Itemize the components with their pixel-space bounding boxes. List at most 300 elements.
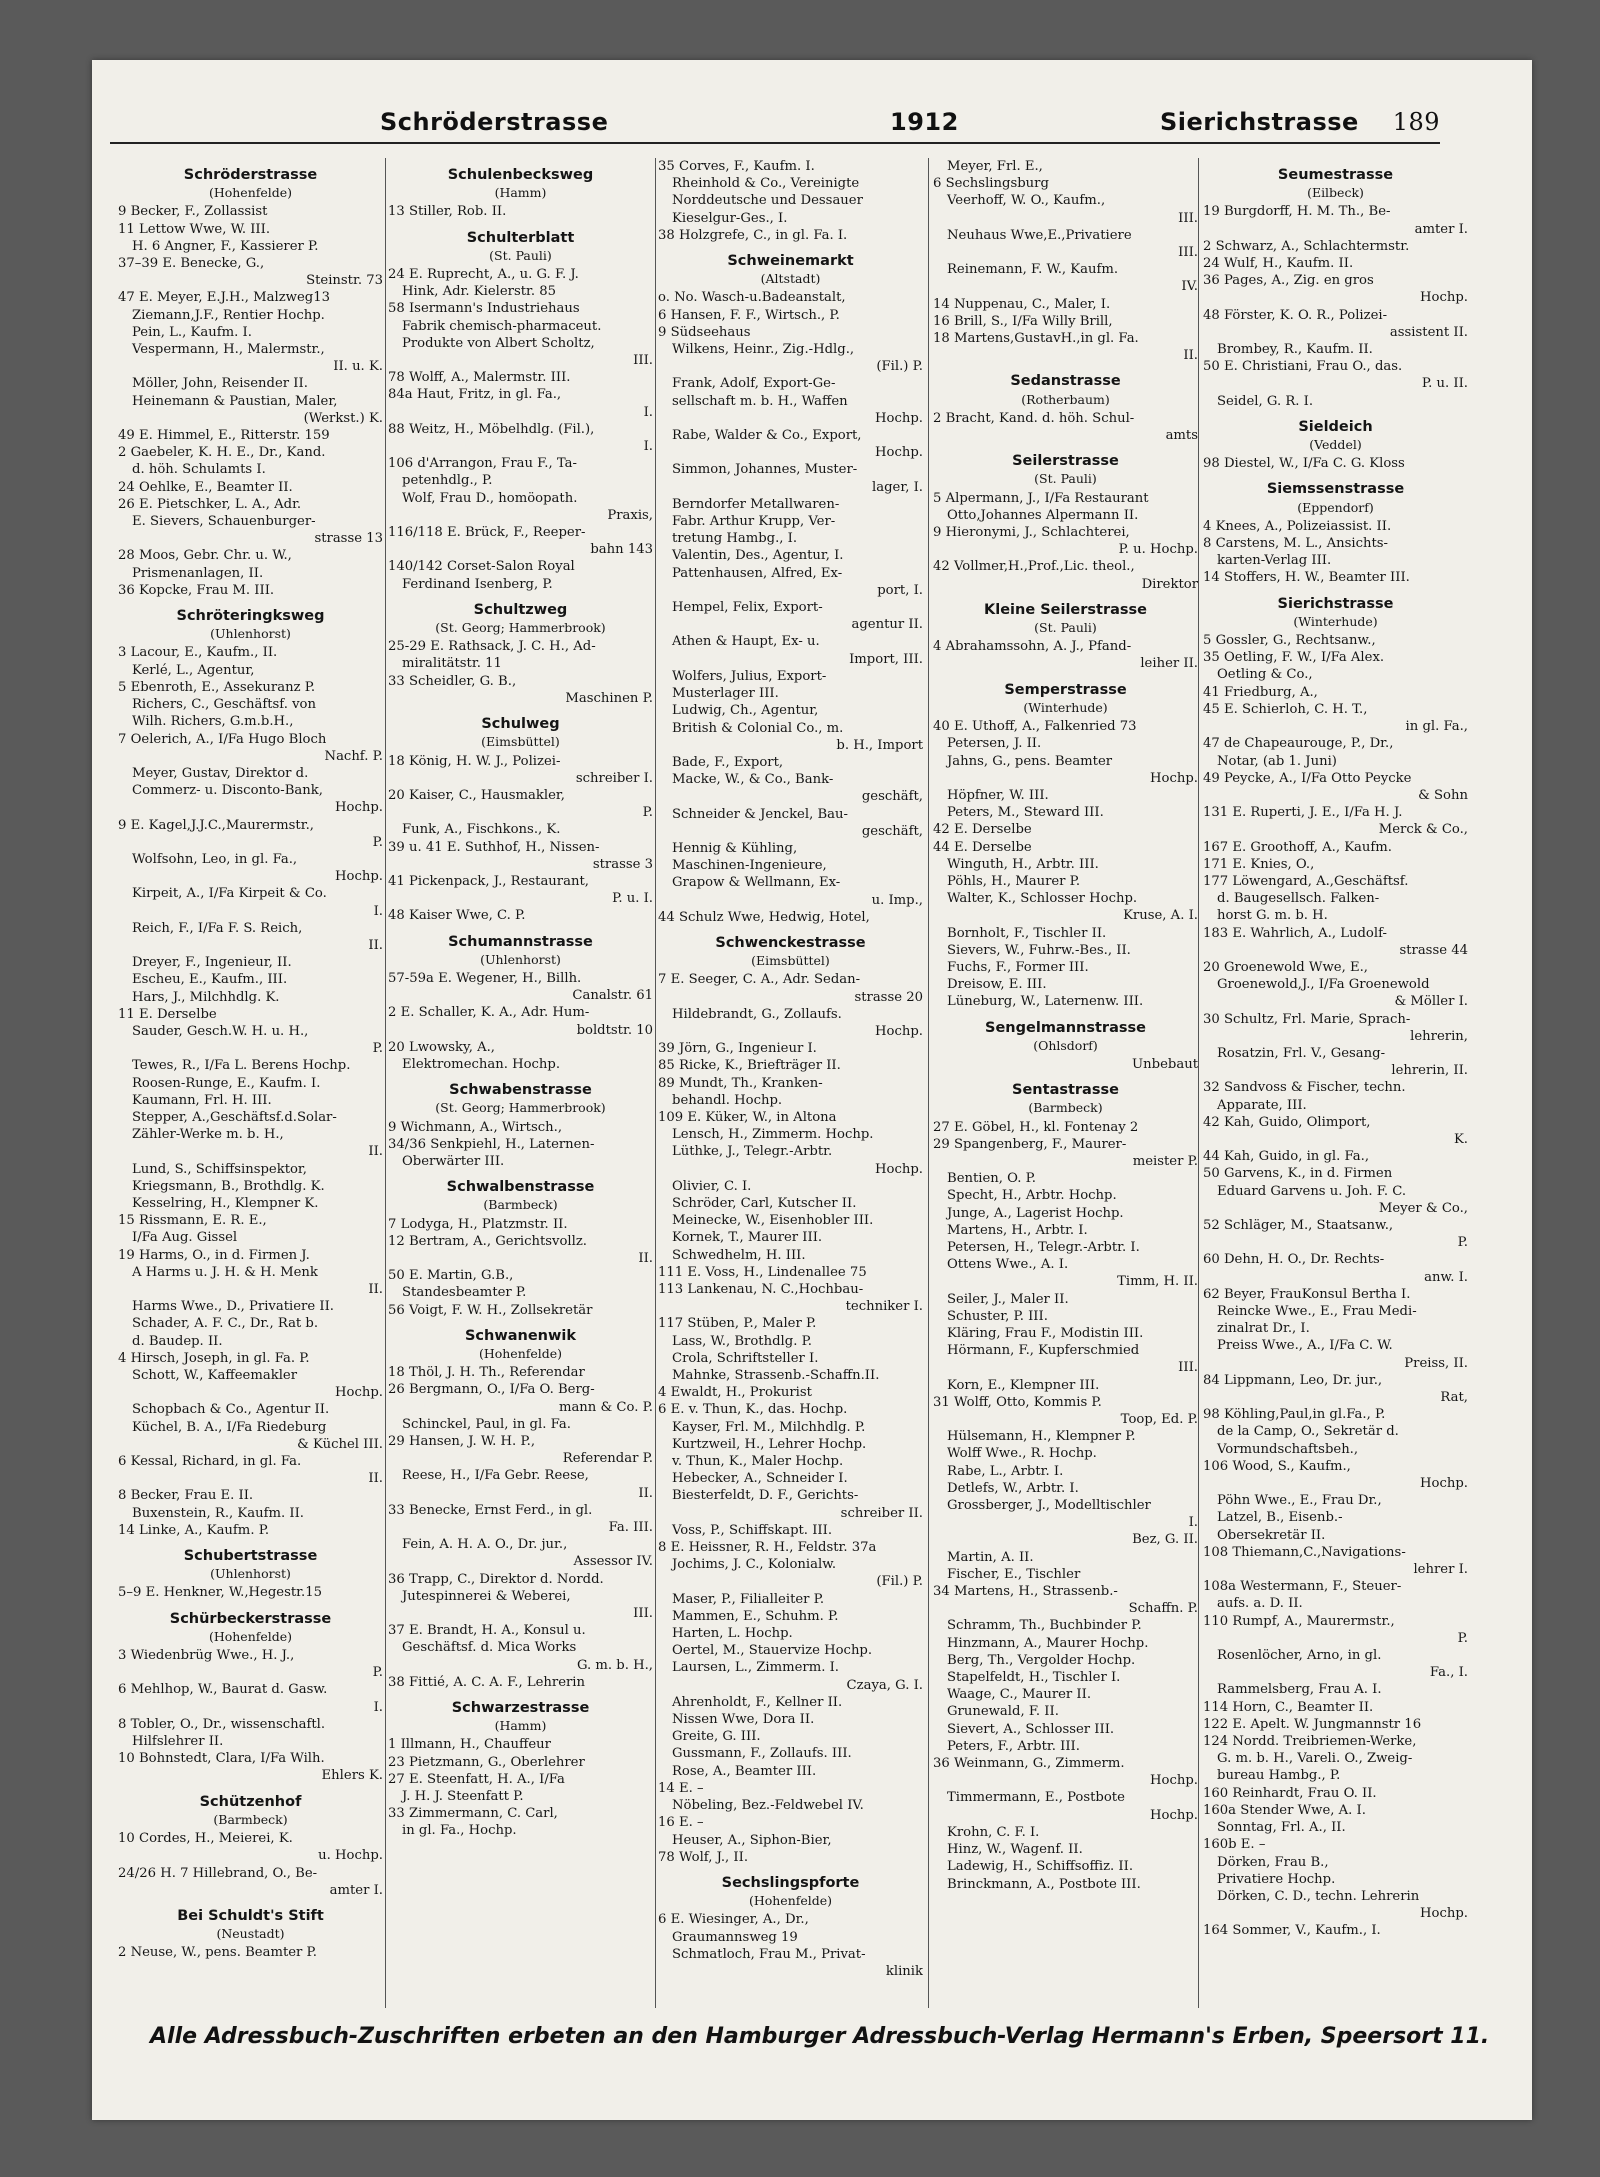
directory-entry: 24/26 H. 7 Hillebrand, O., Be- (118, 1865, 318, 1881)
directory-entry: strasse 3 (592, 856, 653, 872)
directory-entry: Standesbeamter P. (402, 1285, 527, 1301)
directory-entry: 98 Köhling,Paul,in gl.Fa., P. (1203, 1407, 1386, 1423)
directory-entry: 3 Lacour, E., Kaufm., II. (118, 645, 278, 661)
directory-entry: Lensch, H., Zimmerm. Hochp. (672, 1127, 874, 1143)
directory-entry: 19 Harms, O., in d. Firmen J. (118, 1247, 310, 1263)
directory-entry: Merck & Co., (1378, 822, 1468, 838)
directory-entry: Hochp. (1420, 1906, 1468, 1922)
directory-entry: Krohn, C. F. I. (947, 1824, 1040, 1840)
directory-entry: Dörken, C. D., techn. Lehrerin (1217, 1888, 1420, 1904)
directory-entry: 24 Oehlke, E., Beamter II. (118, 479, 293, 495)
street-district: (Eilbeck) (1307, 185, 1364, 201)
directory-entry: 7 Oelerich, A., I/Fa Hugo Bloch (118, 731, 327, 747)
directory-entry: 26 E. Pietschker, L. A., Adr. (118, 496, 302, 512)
directory-entry: 16 Brill, S., I/Fa Willy Brill, (933, 313, 1113, 329)
directory-entry: Mammen, E., Schuhm. P. (672, 1608, 839, 1624)
directory-entry: 85 Ricke, K., Briefträger II. (658, 1058, 841, 1074)
directory-entry: Czaya, G. I. (846, 1677, 923, 1693)
directory-entry: I. (1188, 1515, 1198, 1531)
directory-entry: Hochp. (1150, 1773, 1198, 1789)
directory-entry: 116/118 E. Brück, F., Reeper- (388, 525, 586, 541)
directory-entry: Hörmann, F., Kupferschmied (947, 1343, 1140, 1359)
directory-entry: Geschäftsf. d. Mica Works (402, 1640, 577, 1656)
directory-entry: E. Sievers, Schauenburger- (132, 514, 316, 530)
directory-entry: Kayser, Frl. M., Milchhdlg. P. (672, 1419, 866, 1435)
directory-entry: Hochp. (335, 1385, 383, 1401)
directory-entry: P. (1457, 1235, 1468, 1251)
directory-entry: Jahns, G., pens. Beamter (947, 753, 1113, 769)
directory-entry: Wolfsohn, Leo, in gl. Fa., (132, 851, 298, 867)
directory-entry: P. (372, 834, 383, 850)
directory-entry: Preiss Wwe., A., I/Fa C. W. (1217, 1338, 1393, 1354)
directory-entry: II. (1183, 348, 1198, 364)
directory-entry: Commerz- u. Disconto-Bank, (132, 783, 323, 799)
directory-entry: d. Baugesellsch. Falken- (1217, 891, 1380, 907)
directory-entry: Athen & Haupt, Ex- u. (672, 634, 820, 650)
directory-entry: Prismenanlagen, II. (132, 565, 264, 581)
directory-entry: 9 Südseehaus (658, 324, 751, 340)
directory-entry: Kriegsmann, B., Brothdlg. K. (132, 1178, 325, 1194)
directory-entry: 160b E. – (1203, 1837, 1266, 1853)
directory-entry: 84a Haut, Fritz, in gl. Fa., (388, 387, 562, 403)
directory-entry: 50 E. Martin, G.B., (388, 1268, 514, 1284)
directory-entry: sellschaft m. b. H., Waffen (672, 393, 848, 409)
directory-entry: Hochp. (875, 410, 923, 426)
directory-entry: 28 Moos, Gebr. Chr. u. W., (118, 548, 292, 564)
directory-entry: 2 Bracht, Kand. d. höh. Schul- (933, 410, 1135, 426)
directory-entry: Hinz, W., Wagenf. II. (947, 1842, 1083, 1858)
street-title: Sengelmannstrasse (985, 1019, 1146, 1036)
directory-entry: Bornholt, F., Tischler II. (947, 925, 1107, 941)
street-district: (Hohenfelde) (748, 1893, 833, 1909)
directory-entry: Peters, F., Arbtr. III. (947, 1738, 1080, 1754)
directory-entry: Meyer & Co., (1378, 1200, 1468, 1216)
directory-entry: Praxis, (607, 507, 653, 523)
street-title: Schubertstrasse (183, 1548, 318, 1565)
directory-entry: 3 Wiedenbrüg Wwe., H. J., (118, 1648, 295, 1664)
directory-entry: Timm, H. II. (1117, 1274, 1198, 1290)
directory-entry: 36 Trapp, C., Direktor d. Nordd. (388, 1571, 604, 1587)
directory-entry: 106 Wood, S., Kaufm., (1203, 1458, 1351, 1474)
directory-entry: schreiber II. (840, 1505, 923, 1521)
directory-entry: 183 E. Wahrlich, A., Ludolf- (1203, 925, 1387, 941)
directory-entry: Jochims, J. C., Kolonialw. (672, 1557, 837, 1573)
street-district: (Barmbeck) (483, 1197, 558, 1213)
directory-entry: 40 E. Uthoff, A., Falkenried 73 (933, 719, 1137, 735)
directory-entry: P. (1457, 1630, 1468, 1646)
street-title: Schürbeckerstrasse (169, 1610, 332, 1627)
directory-entry: Otto,Johannes Alpermann II. (947, 507, 1139, 523)
directory-entry: 30 Schultz, Frl. Marie, Sprach- (1203, 1011, 1411, 1027)
directory-entry: Laursen, L., Zimmerm. I. (672, 1660, 839, 1676)
directory-entry: 8 Tobler, O., Dr., wissenschaftl. (118, 1716, 326, 1732)
directory-entry: Rat, (1440, 1390, 1468, 1406)
directory-entry: Grossberger, J., Modelltischler (947, 1498, 1151, 1514)
directory-entry: 1 Illmann, H., Chauffeur (388, 1737, 551, 1753)
directory-entry: 122 E. Apelt. W. Jungmannstr 16 (1203, 1716, 1422, 1732)
street-district: (Winterhude) (1293, 613, 1378, 629)
directory-entry: Pein, L., Kaufm. I. (132, 324, 252, 340)
directory-entry: 56 Voigt, F. W. H., Zollsekretär (388, 1302, 593, 1318)
directory-entry: Notar, (ab 1. Juni) (1217, 753, 1337, 769)
street-title: Schumannstrasse (448, 933, 593, 950)
directory-entry: 9 E. Kagel,J.J.C.,Maurermstr., (118, 817, 314, 833)
directory-entry: II. u. K. (333, 359, 383, 375)
street-district: (Uhlenhorst) (210, 1566, 291, 1582)
directory-entry: Sievert, A., Schlosser III. (947, 1721, 1115, 1737)
directory-entry: 27 E. Göbel, H., kl. Fontenay 2 (933, 1119, 1139, 1135)
street-district: (Altstadt) (760, 271, 821, 287)
directory-entry: 44 Schulz Wwe, Hedwig, Hotel, (658, 909, 870, 925)
directory-entry: 4 Ewaldt, H., Prokurist (658, 1385, 812, 1401)
directory-entry: 106 d'Arrangon, Frau F., Ta- (388, 456, 577, 472)
street-district: (St. Georg; Hammerbrook) (435, 620, 606, 636)
directory-entry: Lüthke, J., Telegr.-Arbtr. (672, 1144, 833, 1160)
directory-entry: 7 Lodyga, H., Platzmstr. II. (388, 1216, 568, 1232)
directory-entry: port, I. (877, 582, 923, 598)
directory-entry: Höpfner, W. III. (947, 787, 1049, 803)
directory-entry: 114 Horn, C., Beamter II. (1203, 1699, 1374, 1715)
directory-entry: 7 E. Seeger, C. A., Adr. Sedan- (658, 972, 861, 988)
directory-entry: Oertel, M., Stauervize Hochp. (672, 1643, 873, 1659)
directory-entry: Frank, Adolf, Export-Ge- (672, 376, 836, 392)
directory-entry: 52 Schläger, M., Staatsanw., (1203, 1217, 1394, 1233)
directory-entry: & Sohn (1418, 787, 1468, 803)
directory-entry: Maschinen P. (565, 690, 653, 706)
directory-entry: II. (638, 1485, 653, 1501)
directory-entry: klinik (885, 1963, 923, 1979)
directory-entry: Kruse, A. I. (1123, 908, 1198, 924)
directory-entry: 140/142 Corset-Salon Royal (388, 559, 575, 575)
directory-entry: lehrer I. (1413, 1562, 1468, 1578)
directory-entry: Nöbeling, Bez.-Feldwebel IV. (672, 1798, 864, 1814)
directory-entry: 131 E. Ruperti, J. E., I/Fa H. J. (1203, 805, 1403, 821)
directory-entry: Kläring, Frau F., Modistin III. (947, 1326, 1144, 1341)
directory-entry: & Küchel III. (297, 1436, 383, 1452)
directory-entry: Seidel, G. R. I. (1217, 393, 1314, 409)
directory-entry: Gussmann, F., Zollaufs. III. (672, 1746, 852, 1762)
directory-entry: in gl. Fa., Hochp. (402, 1823, 517, 1839)
directory-entry: 35 Oetling, F. W., I/Fa Alex. (1203, 650, 1385, 666)
directory-entry: Hars, J., Milchhdlg. K. (132, 989, 280, 1005)
directory-entry: 117 Stüben, P., Maler P. (658, 1316, 817, 1332)
directory-entry: 2 Neuse, W., pens. Beamter P. (118, 1945, 317, 1961)
directory-entry: Winguth, H., Arbtr. III. (947, 856, 1099, 872)
directory-entry: Specht, H., Arbtr. Hochp. (947, 1188, 1117, 1204)
street-district: (Hohenfelde) (478, 1346, 563, 1361)
directory-entry: bahn 143 (590, 542, 653, 558)
directory-entry: 164 Sommer, V., Kaufm., I. (1203, 1923, 1381, 1939)
directory-entry: 38 Fittié, A. C. A. F., Lehrerin (388, 1674, 586, 1690)
directory-entry: Lüneburg, W., Laternenw. III. (947, 994, 1144, 1010)
directory-entry: Grapow & Wellmann, Ex- (672, 875, 841, 891)
directory-entry: P. (372, 1665, 383, 1681)
directory-entry: 14 E. – (658, 1780, 704, 1796)
directory-entry: Heuser, A., Siphon-Bier, (672, 1832, 832, 1848)
directory-entry: Escheu, E., Kaufm., III. (132, 972, 288, 988)
directory-entry: 171 E. Knies, O., (1203, 856, 1315, 872)
street-district: (Neustadt) (216, 1926, 285, 1942)
directory-entry: 41 Friedburg, A., (1203, 684, 1318, 700)
directory-entry: 5 Ebenroth, E., Assekuranz P. (118, 679, 316, 695)
directory-entry: 113 Lankenau, N. C.,Hochbau- (658, 1282, 864, 1297)
directory-entry: 110 Rumpf, A., Maurermstr., (1203, 1613, 1395, 1629)
street-district: (Hohenfelde) (208, 1628, 293, 1644)
directory-entry: (Fil.) P. (876, 359, 923, 375)
street-title: Sierichstrasse (1277, 595, 1394, 612)
street-title: Schweinemarkt (727, 253, 854, 270)
directory-entry: Olivier, C. I. (672, 1178, 752, 1194)
directory-entry: u. Hochp. (318, 1848, 383, 1864)
directory-entry: Musterlager III. (672, 686, 779, 702)
street-title: Schwenckestrasse (715, 934, 866, 951)
column-divider (385, 158, 386, 2008)
directory-entry: strasse 44 (1399, 942, 1468, 958)
directory-entry: III. (633, 1606, 653, 1622)
directory-entry: 58 Isermann's Industriehaus (388, 301, 580, 317)
directory-entry: 33 Benecke, Ernst Ferd., in gl. (388, 1502, 593, 1518)
directory-entry: (Fil.) P. (876, 1574, 923, 1590)
directory-entry: 48 Förster, K. O. R., Polizei- (1203, 307, 1388, 323)
street-district: (Barmbeck) (1028, 1100, 1103, 1116)
directory-entry: Ottens Wwe., A. I. (947, 1257, 1069, 1273)
footer-notice: Alle Adressbuch-Zuschriften erbeten an den Hamburger Adressbuch-Verlag Hermann's Erben, Speersort 11. (150, 2024, 1490, 2049)
directory-entry: 41 Pickenpack, J., Restaurant, (388, 873, 589, 889)
directory-entry: Tewes, R., I/Fa L. Berens Hochp. (132, 1058, 351, 1074)
directory-entry: III. (1178, 1360, 1198, 1376)
street-title: Schultzweg (473, 601, 568, 618)
directory-entry: 6 Kessal, Richard, in gl. Fa. (118, 1454, 302, 1470)
directory-entry: 44 Kah, Guido, in gl. Fa., (1203, 1149, 1370, 1165)
directory-entry: Wilkens, Heinr., Zig.-Hdlg., (672, 342, 855, 358)
directory-entry: 124 Nordd. Treibriemen-Werke, (1203, 1734, 1417, 1750)
directory-entry: schreiber I. (575, 770, 653, 786)
directory-entry: 16 E. – (658, 1815, 704, 1831)
directory-entry: in gl. Fa., (1405, 719, 1468, 735)
directory-entry: Hochp. (1150, 1807, 1198, 1823)
directory-entry: 2 Gaebeler, K. H. E., Dr., Kand. (118, 445, 326, 461)
directory-entry: Jutespinnerei & Weberei, (402, 1588, 571, 1604)
directory-entry: 34 Martens, H., Strassenb.- (933, 1584, 1118, 1600)
directory-entry: Wolff Wwe., R. Hochp. (947, 1446, 1097, 1462)
directory-entry: 47 de Chapeaurouge, P., Dr., (1203, 736, 1394, 752)
directory-entry: 62 Beyer, FrauKonsul Bertha I. (1203, 1286, 1411, 1302)
directory-entry: Peters, M., Steward III. (947, 805, 1104, 821)
directory-entry: Schader, A. F. C., Dr., Rat b. (132, 1316, 319, 1332)
directory-entry: Bez, G. II. (1132, 1532, 1198, 1548)
directory-entry: J. H. J. Steenfatt P. (402, 1789, 524, 1805)
directory-entry: Ladewig, H., Schiffsoffiz. II. (947, 1859, 1134, 1875)
street-title: Schulterblatt (466, 229, 575, 246)
directory-entry: 2 E. Schaller, K. A., Adr. Hum- (388, 1005, 590, 1021)
directory-entry: Rabe, Walder & Co., Export, (672, 428, 862, 444)
directory-entry: Martens, H., Arbtr. I. (947, 1222, 1088, 1238)
directory-entry: Fabrik chemisch-pharmaceut. (402, 318, 602, 334)
directory-entry: 26 Bergmann, O., I/Fa O. Berg- (388, 1382, 595, 1398)
directory-entry: Funk, A., Fischkons., K. (402, 822, 561, 838)
directory-entry: Fabr. Arthur Krupp, Ver- (672, 514, 836, 530)
directory-entry: Preiss, II. (1404, 1355, 1468, 1371)
street-title: Schulweg (481, 716, 560, 733)
directory-entry: G. m. b. H., (576, 1657, 653, 1673)
directory-entry: Norddeutsche und Dessauer (672, 193, 863, 209)
directory-entry: 42 E. Derselbe (933, 822, 1032, 838)
directory-entry: Sonntag, Frl. A., II. (1217, 1820, 1346, 1836)
directory-entry: Ferdinand Isenberg, P. (402, 576, 553, 592)
directory-entry: Stapelfeldt, H., Tischler I. (947, 1670, 1121, 1686)
directory-entry: Rosenlöcher, Arno, in gl. (1217, 1648, 1382, 1664)
directory-entry: 108 Thiemann,C.,Navigations- (1203, 1544, 1406, 1560)
column-4 (933, 158, 1198, 2008)
directory-entry: 160 Reinhardt, Frau O. II. (1203, 1785, 1377, 1801)
directory-entry: 50 E. Christiani, Frau O., das. (1203, 359, 1403, 375)
directory-entry: assistent II. (1389, 324, 1468, 340)
directory-entry: 50 Garvens, K., in d. Firmen (1203, 1166, 1393, 1182)
street-title: Siemssenstrasse (1266, 481, 1405, 498)
directory-entry: (Werkst.) K. (303, 410, 383, 426)
directory-entry: 33 Zimmermann, C. Carl, (388, 1806, 558, 1822)
directory-entry: 6 Mehlhop, W., Baurat d. Gasw. (118, 1682, 328, 1698)
directory-entry: Buxenstein, R., Kaufm. II. (132, 1505, 304, 1521)
directory-entry: Rosatzin, Frl. V., Gesang- (1217, 1045, 1386, 1061)
directory-entry: Schott, W., Kaffeemakler (132, 1368, 298, 1384)
directory-entry: 14 Linke, A., Kaufm. P. (118, 1522, 270, 1538)
directory-entry: Schinckel, Paul, in gl. Fa. (402, 1416, 571, 1432)
directory-entry: Rabe, L., Arbtr. I. (947, 1463, 1064, 1479)
directory-entry: Toop, Ed. P. (1120, 1412, 1198, 1428)
street-district: (Hamm) (494, 1718, 547, 1734)
directory-entry: Detlefs, W., Arbtr. I. (947, 1480, 1079, 1496)
street-title: Sechslingspforte (721, 1874, 860, 1891)
directory-entry: 167 E. Groothoff, A., Kaufm. (1203, 839, 1392, 855)
directory-entry: Kieselgur-Ges., I. (672, 210, 788, 226)
directory-entry: Ziemann,J.F., Rentier Hochp. (132, 307, 325, 323)
directory-entry: Hinzmann, A., Maurer Hochp. (947, 1635, 1149, 1651)
directory-entry: Bade, F., Export, (672, 754, 784, 770)
street-district: (St. Pauli) (1034, 620, 1097, 636)
directory-entry: leiher II. (1140, 656, 1198, 672)
directory-entry: 20 Lwowsky, A., (388, 1039, 495, 1055)
directory-entry: v. Thun, K., Maler Hochp. (672, 1454, 844, 1470)
column-1 (118, 158, 383, 2008)
directory-entry: Graumannsweg 19 (672, 1929, 798, 1945)
directory-entry: zinalrat Dr., I. (1217, 1321, 1310, 1337)
directory-entry: Dreyer, F., Ingenieur, II. (132, 955, 292, 971)
directory-entry: Hochp. (875, 445, 923, 461)
directory-entry: 19 Burgdorff, H. M. Th., Be- (1203, 204, 1391, 220)
directory-entry: Schneider & Jenckel, Bau- (672, 806, 848, 822)
directory-entry: Macke, W., & Co., Bank- (672, 772, 834, 788)
directory-entry: 160a Stender Wwe, A. I. (1203, 1802, 1366, 1818)
directory-entry: Vespermann, H., Malermstr., (132, 342, 325, 358)
directory-entry: Elektromechan. Hochp. (402, 1056, 561, 1072)
directory-entry: Seiler, J., Maler II. (947, 1291, 1069, 1307)
directory-entry: Berndorfer Metallwaren- (672, 496, 840, 512)
directory-entry: anw. I. (1424, 1269, 1468, 1285)
directory-entry: Hink, Adr. Kielerstr. 85 (402, 284, 557, 300)
directory-entry: 44 E. Derselbe (933, 839, 1032, 855)
column-divider (655, 158, 656, 2008)
street-title: Seumestrasse (1277, 167, 1394, 183)
directory-entry: Meyer, Gustav, Direktor d. (132, 765, 309, 781)
directory-entry: Timmermann, E., Postbote (947, 1790, 1125, 1806)
directory-entry: Brombey, R., Kaufm. II. (1217, 342, 1373, 358)
directory-entry: Petersen, J. II. (947, 736, 1042, 752)
directory-entry: 6 E. Wiesinger, A., Dr., (658, 1912, 809, 1928)
directory-entry: 4 Knees, A., Polizeiassist. II. (1203, 518, 1392, 534)
directory-entry: Meinecke, W., Eisenhobler III. (672, 1213, 874, 1229)
directory-entry: Schaffn. P. (1128, 1601, 1198, 1617)
street-title: Kleine Seilerstrasse (983, 601, 1147, 618)
directory-entry: Richers, C., Geschäftsf. von (132, 697, 316, 713)
directory-entry: 36 Kopcke, Frau M. III. (118, 582, 275, 598)
directory-entry: II. (368, 1282, 383, 1297)
directory-entry: Reich, F., I/Fa F. S. Reich, (132, 920, 303, 936)
street-district: (Eimsbüttel) (751, 953, 830, 969)
directory-entry: Hochp. (1420, 1476, 1468, 1492)
directory-entry: Reincke Wwe., E., Frau Medi- (1217, 1304, 1417, 1319)
directory-entry: Kerlé, L., Agentur, (132, 662, 255, 678)
directory-entry: boldtstr. 10 (576, 1022, 653, 1038)
directory-entry: Canalstr. 61 (572, 988, 653, 1004)
directory-entry: II. (638, 1250, 653, 1266)
directory-entry: Sievers, W., Fuhrw.-Bes., II. (947, 942, 1131, 958)
directory-entry: 6 Hansen, F. F., Wirtsch., P. (658, 307, 840, 323)
street-title: Schwarzestrasse (451, 1700, 590, 1717)
directory-entry: Wolfers, Julius, Export- (672, 668, 827, 684)
directory-entry: II. (368, 937, 383, 953)
street-title: Sedanstrasse (1010, 373, 1121, 390)
directory-entry: Vormundschaftsbeh., (1217, 1441, 1359, 1457)
street-district: (Rotherbaum) (1021, 391, 1110, 407)
street-district: (Winterhude) (1023, 699, 1108, 715)
directory-entry: 60 Dehn, H. O., Dr. Rechts- (1203, 1252, 1385, 1268)
directory-entry: 29 Spangenberg, F., Maurer- (933, 1136, 1127, 1152)
directory-entry: III. (1178, 245, 1198, 261)
directory-entry: Latzel, B., Eisenb.- (1217, 1510, 1343, 1526)
directory-entry: P. (642, 805, 653, 821)
directory-entry: 5–9 E. Henkner, W.,Hegestr.15 (118, 1585, 322, 1601)
directory-entry: lager, I. (872, 479, 923, 495)
directory-entry: Oberwärter III. (402, 1153, 505, 1169)
directory-entry: d. Baudep. II. (132, 1333, 223, 1349)
directory-entry: Produkte von Albert Scholtz, (402, 335, 595, 351)
directory-entry: Schopbach & Co., Agentur II. (132, 1402, 330, 1418)
directory-entry: 20 Kaiser, C., Hausmakler, (388, 787, 565, 803)
street-title: Schulenbecksweg (447, 167, 594, 183)
header-left-street: Schröderstrasse (380, 108, 609, 136)
directory-entry: Fuchs, F., Former III. (947, 959, 1089, 975)
directory-entry: Direktor (1141, 576, 1198, 592)
directory-entry: P. (372, 1041, 383, 1057)
directory-entry: 2 Schwarz, A., Schlachtermstr. (1203, 238, 1410, 254)
directory-entry: amter I. (329, 1882, 383, 1898)
column-divider (928, 158, 929, 2008)
directory-entry: 4 Hirsch, Joseph, in gl. Fa. P. (118, 1350, 310, 1366)
directory-entry: II. (368, 1471, 383, 1487)
directory-entry: 89 Mundt, Th., Kranken- (658, 1075, 823, 1091)
street-title: Sentastrasse (1012, 1082, 1119, 1099)
directory-entry: 31 Wolff, Otto, Kommis P. (933, 1394, 1102, 1410)
directory-entry: A Harms u. J. H. & H. Menk (132, 1264, 318, 1280)
directory-entry: Hochp. (1150, 770, 1198, 786)
directory-entry: & Möller I. (1394, 994, 1468, 1010)
directory-entry: 15 Rissmann, E. R. E., (118, 1213, 267, 1229)
directory-entry: geschäft, (861, 823, 923, 839)
directory-entry: 8 Carstens, M. L., Ansichts- (1203, 536, 1388, 552)
directory-entry: Ludwig, Ch., Agentur, (672, 703, 819, 719)
directory-entry: Unbebaut (1132, 1056, 1198, 1072)
